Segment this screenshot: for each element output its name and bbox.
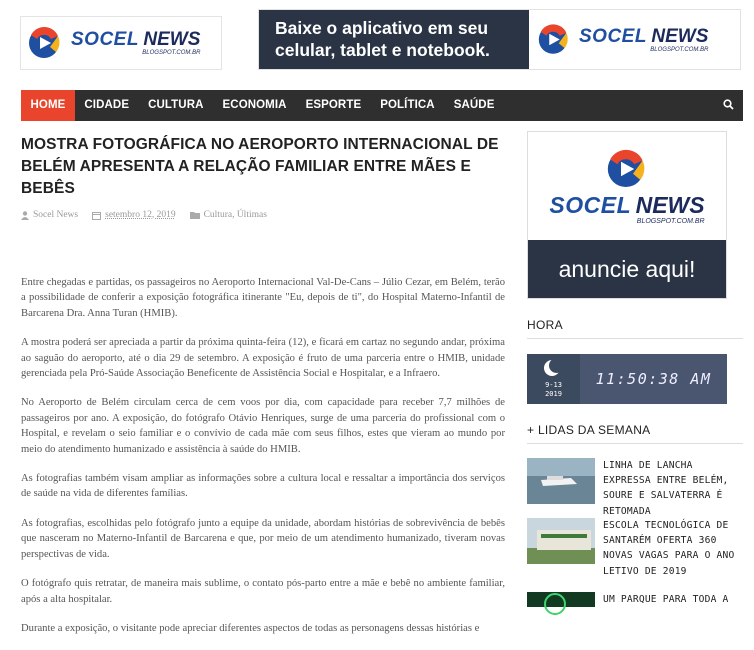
- post-thumbnail[interactable]: [527, 458, 595, 504]
- nav-item-cultura[interactable]: CULTURA: [148, 99, 204, 111]
- clock-widget-title: HORA: [527, 318, 563, 332]
- popular-post[interactable]: [527, 458, 743, 519]
- nav-item-esporte[interactable]: ESPORTE: [305, 99, 362, 111]
- article-paragraph: As fotografias também visam ampliar as informações sobre a cultura local e ressaltar a importância dos serviços de saúde na vida de diferentes famílias.: [21, 473, 505, 500]
- article-meta: [21, 210, 505, 220]
- logo-word-socel: SOCEL: [579, 25, 647, 47]
- clock-icon: [92, 211, 101, 220]
- post-thumbnail[interactable]: [527, 518, 595, 564]
- logo-play-icon: [603, 148, 651, 190]
- post-title[interactable]: UM PARQUE PARA TODA A: [603, 594, 729, 605]
- post-title[interactable]: LINHA DE LANCHA EXPRESSA ENTRE BELÉM, SOURE E SALVATERRA É RETOMADA: [603, 460, 729, 517]
- popular-widget-title: + LIDAS DA SEMANA: [527, 423, 651, 437]
- clock-date-line-2: 2019: [545, 390, 562, 398]
- article-paragraph: No Aeroporto de Belém circulam cerca de cem voos por dia, com capacidade para receber 7,7 milhões de passageiros por ano. A exposição, do fotógrafo Otávio Henriques, surge de uma parceria do profissional com o Hospital, e revelam o seio familiar e o convívio de cada mãe com seus filhos, estes que vieram ao mundo por meio do atendimento humanizado e assistência à saúde do HMIB.: [21, 397, 505, 455]
- nav-item-home[interactable]: HOME: [21, 90, 75, 121]
- banner-line-1: Baixe o aplicativo em seu: [275, 17, 489, 38]
- ad-subtitle: BLOGSPOT.COM.BR: [636, 217, 705, 225]
- post-title[interactable]: ESCOLA TECNOLÓGICA DE SANTARÉM OFERTA 360 NOVAS VAGAS PARA O ANO LETIVO DE 2019: [603, 520, 735, 577]
- nav-item-politica[interactable]: POLÍTICA: [380, 99, 435, 111]
- nav-item-saude[interactable]: SAÚDE: [453, 99, 495, 111]
- logo-word-socel: SOCEL: [71, 29, 139, 50]
- popular-post[interactable]: [527, 518, 743, 579]
- article-paragraph: Durante a exposição, o visitante pode apreciar diferentes aspectos de todas as personagens dessas histórias e: [21, 622, 480, 634]
- article-date[interactable]: setembro 12, 2019: [105, 210, 176, 220]
- clock-widget: [527, 354, 727, 404]
- main-nav: [21, 90, 743, 121]
- banner-logo: [529, 10, 740, 69]
- app-download-banner[interactable]: [258, 9, 741, 70]
- article-categories[interactable]: Cultura, Últimas: [203, 210, 267, 220]
- logo-play-icon: [25, 26, 65, 60]
- divider: [527, 443, 743, 444]
- search-icon[interactable]: [713, 97, 743, 115]
- ad-wordmark: [549, 191, 705, 225]
- clock-time: 11:50:38 AM: [580, 354, 727, 404]
- logo-word-news: NEWS: [143, 29, 201, 50]
- clock-date-line-1: 9-13: [545, 381, 562, 389]
- popular-post[interactable]: [527, 592, 743, 607]
- site-logo[interactable]: [20, 16, 222, 70]
- clock-date-panel: [527, 354, 580, 404]
- article-author[interactable]: Socel News: [33, 210, 79, 220]
- article-title: MOSTRA FOTOGRÁFICA NO AEROPORTO INTERNACIONAL DE BELÉM APRESENTA A RELAÇÃO FAMILIAR ENTRE MÃES E BEBÊS: [21, 136, 499, 197]
- article-body: [21, 275, 505, 636]
- ad-logo: [528, 132, 726, 240]
- logo-word-news: NEWS: [651, 25, 709, 47]
- ad-word-news: NEWS: [635, 191, 705, 218]
- user-icon: [21, 211, 29, 220]
- nav-item-cidade[interactable]: CIDADE: [84, 99, 130, 111]
- article-paragraph: As fotografias, escolhidas pelo fotógrafo junto a equipe da unidade, abordam histórias de sobrevivência de bebês que nasceram no Materno-Infantil de Barcarena e que, por meio de um atendimento humanizado, tiveram novas perspectivas de vida.: [21, 517, 505, 560]
- article: [21, 134, 505, 650]
- logo-subtitle: BLOGSPOT.COM.BR: [142, 50, 201, 56]
- logo-subtitle: BLOGSPOT.COM.BR: [650, 46, 709, 53]
- sidebar-ad[interactable]: [527, 131, 727, 299]
- ad-word-socel: SOCEL: [549, 191, 632, 218]
- divider: [527, 338, 743, 339]
- banner-text: [259, 10, 529, 69]
- logo-play-icon: [535, 23, 573, 56]
- article-paragraph: A mostra poderá ser apreciada a partir da próxima quinta-feira (12), e ficará em cartaz no segundo andar, próxima ao saguão do aeroporto, até o dia 29 de setembro. A exposição é fruto de uma parceria entre o HMIB, unidade gerenciada pela Pró-Saúde Associação Beneficente de Assistência Social e Hospitalar, e a Infraero.: [21, 337, 505, 380]
- article-paragraph: Entre chegadas e partidas, os passageiros no Aeroporto Internacional Val-De-Cans – Júlio Cezar, em Belém, terão a possibilidade de conferir a exposição fotográfica itinerante "Eu, depois de ti", do Hospital Materno-Infantil de Barcarena Dra. Anna Turan (HMIB).: [21, 277, 505, 319]
- clock-date: [527, 381, 580, 399]
- logo-wordmark: [71, 30, 200, 56]
- banner-line-2: celular, tablet e notebook.: [275, 39, 490, 60]
- article-paragraph: O fotógrafo quis retratar, de maneira mais sublime, o contato pós-parto entre a mãe e bebê no ambiente familiar, após a alta hospitalar.: [21, 578, 505, 605]
- ad-cta: anuncie aqui!: [528, 240, 726, 298]
- post-thumbnail[interactable]: [527, 592, 595, 607]
- banner-wordmark: [579, 27, 708, 53]
- nav-item-economia[interactable]: ECONOMIA: [222, 99, 287, 111]
- folder-icon: [190, 211, 200, 219]
